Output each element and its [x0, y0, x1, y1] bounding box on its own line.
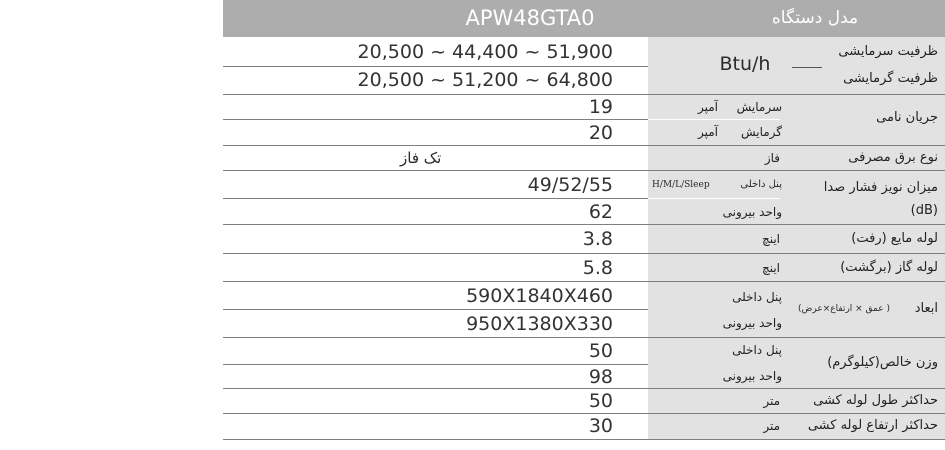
- weight-indoor-label: پنل داخلی: [732, 343, 782, 357]
- weight-label: وزن خالص(کیلوگرم): [827, 355, 938, 370]
- weight-outdoor-value: 98: [588, 366, 613, 388]
- row-divider: [223, 66, 648, 67]
- noise-outdoor-label: واحد بیرونی: [722, 205, 782, 219]
- row-divider: [223, 309, 648, 310]
- power-type-value: تک فاز: [400, 149, 442, 167]
- heating-capacity-label: ظرفیت گرمایشی: [843, 71, 938, 86]
- sub-divider: [648, 198, 780, 199]
- noise-label-unit: (dB): [910, 203, 938, 218]
- row-divider: [223, 253, 945, 254]
- row-divider: [223, 439, 945, 440]
- row-divider: [223, 388, 945, 389]
- power-type-unit: فاز: [764, 151, 780, 165]
- gas-pipe-label: لوله گاز (برگشت): [840, 260, 938, 275]
- max-pipe-height-unit: متر: [763, 419, 780, 433]
- cooling-current-value: 19: [588, 96, 613, 118]
- liquid-pipe-value: 3.8: [582, 228, 613, 250]
- row-divider: [223, 224, 945, 225]
- dimensions-indoor-label: پنل داخلی: [732, 290, 782, 304]
- heating-current-unit: آمپر: [697, 125, 718, 139]
- noise-indoor-value: 49/52/55: [527, 174, 613, 196]
- power-type-label: نوع برق مصرفی: [848, 150, 938, 165]
- weight-indoor-value: 50: [588, 340, 613, 362]
- dimensions-label-sub: ( عمق × ارتفاع×عرض): [798, 304, 890, 314]
- sub-divider: [648, 119, 780, 120]
- dimensions-indoor-value: 590X1840X460: [466, 285, 613, 307]
- heating-mode-label: گرمایش: [740, 125, 782, 139]
- row-divider: [223, 364, 648, 365]
- capacity-unit: Btu/h: [719, 53, 771, 75]
- noise-indoor-modes: H/M/L/Sleep: [652, 180, 710, 190]
- row-divider: [223, 337, 945, 338]
- gas-pipe-value: 5.8: [582, 257, 613, 279]
- weight-outdoor-label: واحد بیرونی: [722, 369, 782, 383]
- max-pipe-length-unit: متر: [763, 394, 780, 408]
- max-pipe-height-label: حداکثر ارتفاع لوله کشی: [807, 418, 938, 433]
- max-pipe-length-value: 50: [588, 390, 613, 412]
- model-number: APW48GTA0: [465, 6, 595, 30]
- liquid-pipe-label: لوله مایع (رفت): [851, 231, 938, 246]
- max-pipe-length-label: حداکثر طول لوله کشی: [813, 393, 938, 408]
- cooling-capacity-value: 20,500 ~ 44,400 ~ 51,900: [357, 41, 613, 63]
- rated-current-label: جریان نامی: [876, 110, 938, 125]
- max-pipe-height-value: 30: [588, 415, 613, 437]
- row-divider: [223, 170, 945, 171]
- noise-label: میزان نویز فشار صدا: [823, 180, 938, 195]
- noise-indoor-label: پنل داخلی: [740, 179, 782, 190]
- dimensions-label: ابعاد: [914, 301, 938, 316]
- row-divider: [223, 281, 945, 282]
- dimensions-outdoor-label: واحد بیرونی: [722, 316, 782, 330]
- row-divider: [223, 413, 945, 414]
- cooling-mode-label: سرمایش: [736, 100, 782, 114]
- cooling-current-unit: آمپر: [697, 100, 718, 114]
- dimensions-outdoor-value: 950X1380X330: [466, 313, 613, 335]
- heating-current-value: 20: [588, 122, 613, 144]
- model-label: مدل دستگاه: [771, 8, 859, 28]
- heating-capacity-value: 20,500 ~ 51,200 ~ 64,800: [357, 69, 613, 91]
- gas-pipe-unit: اینچ: [761, 261, 780, 275]
- liquid-pipe-unit: اینچ: [761, 232, 780, 246]
- noise-outdoor-value: 62: [588, 201, 613, 223]
- cooling-capacity-label: ظرفیت سرمایشی: [838, 44, 938, 59]
- capacity-connector-line: [792, 67, 822, 68]
